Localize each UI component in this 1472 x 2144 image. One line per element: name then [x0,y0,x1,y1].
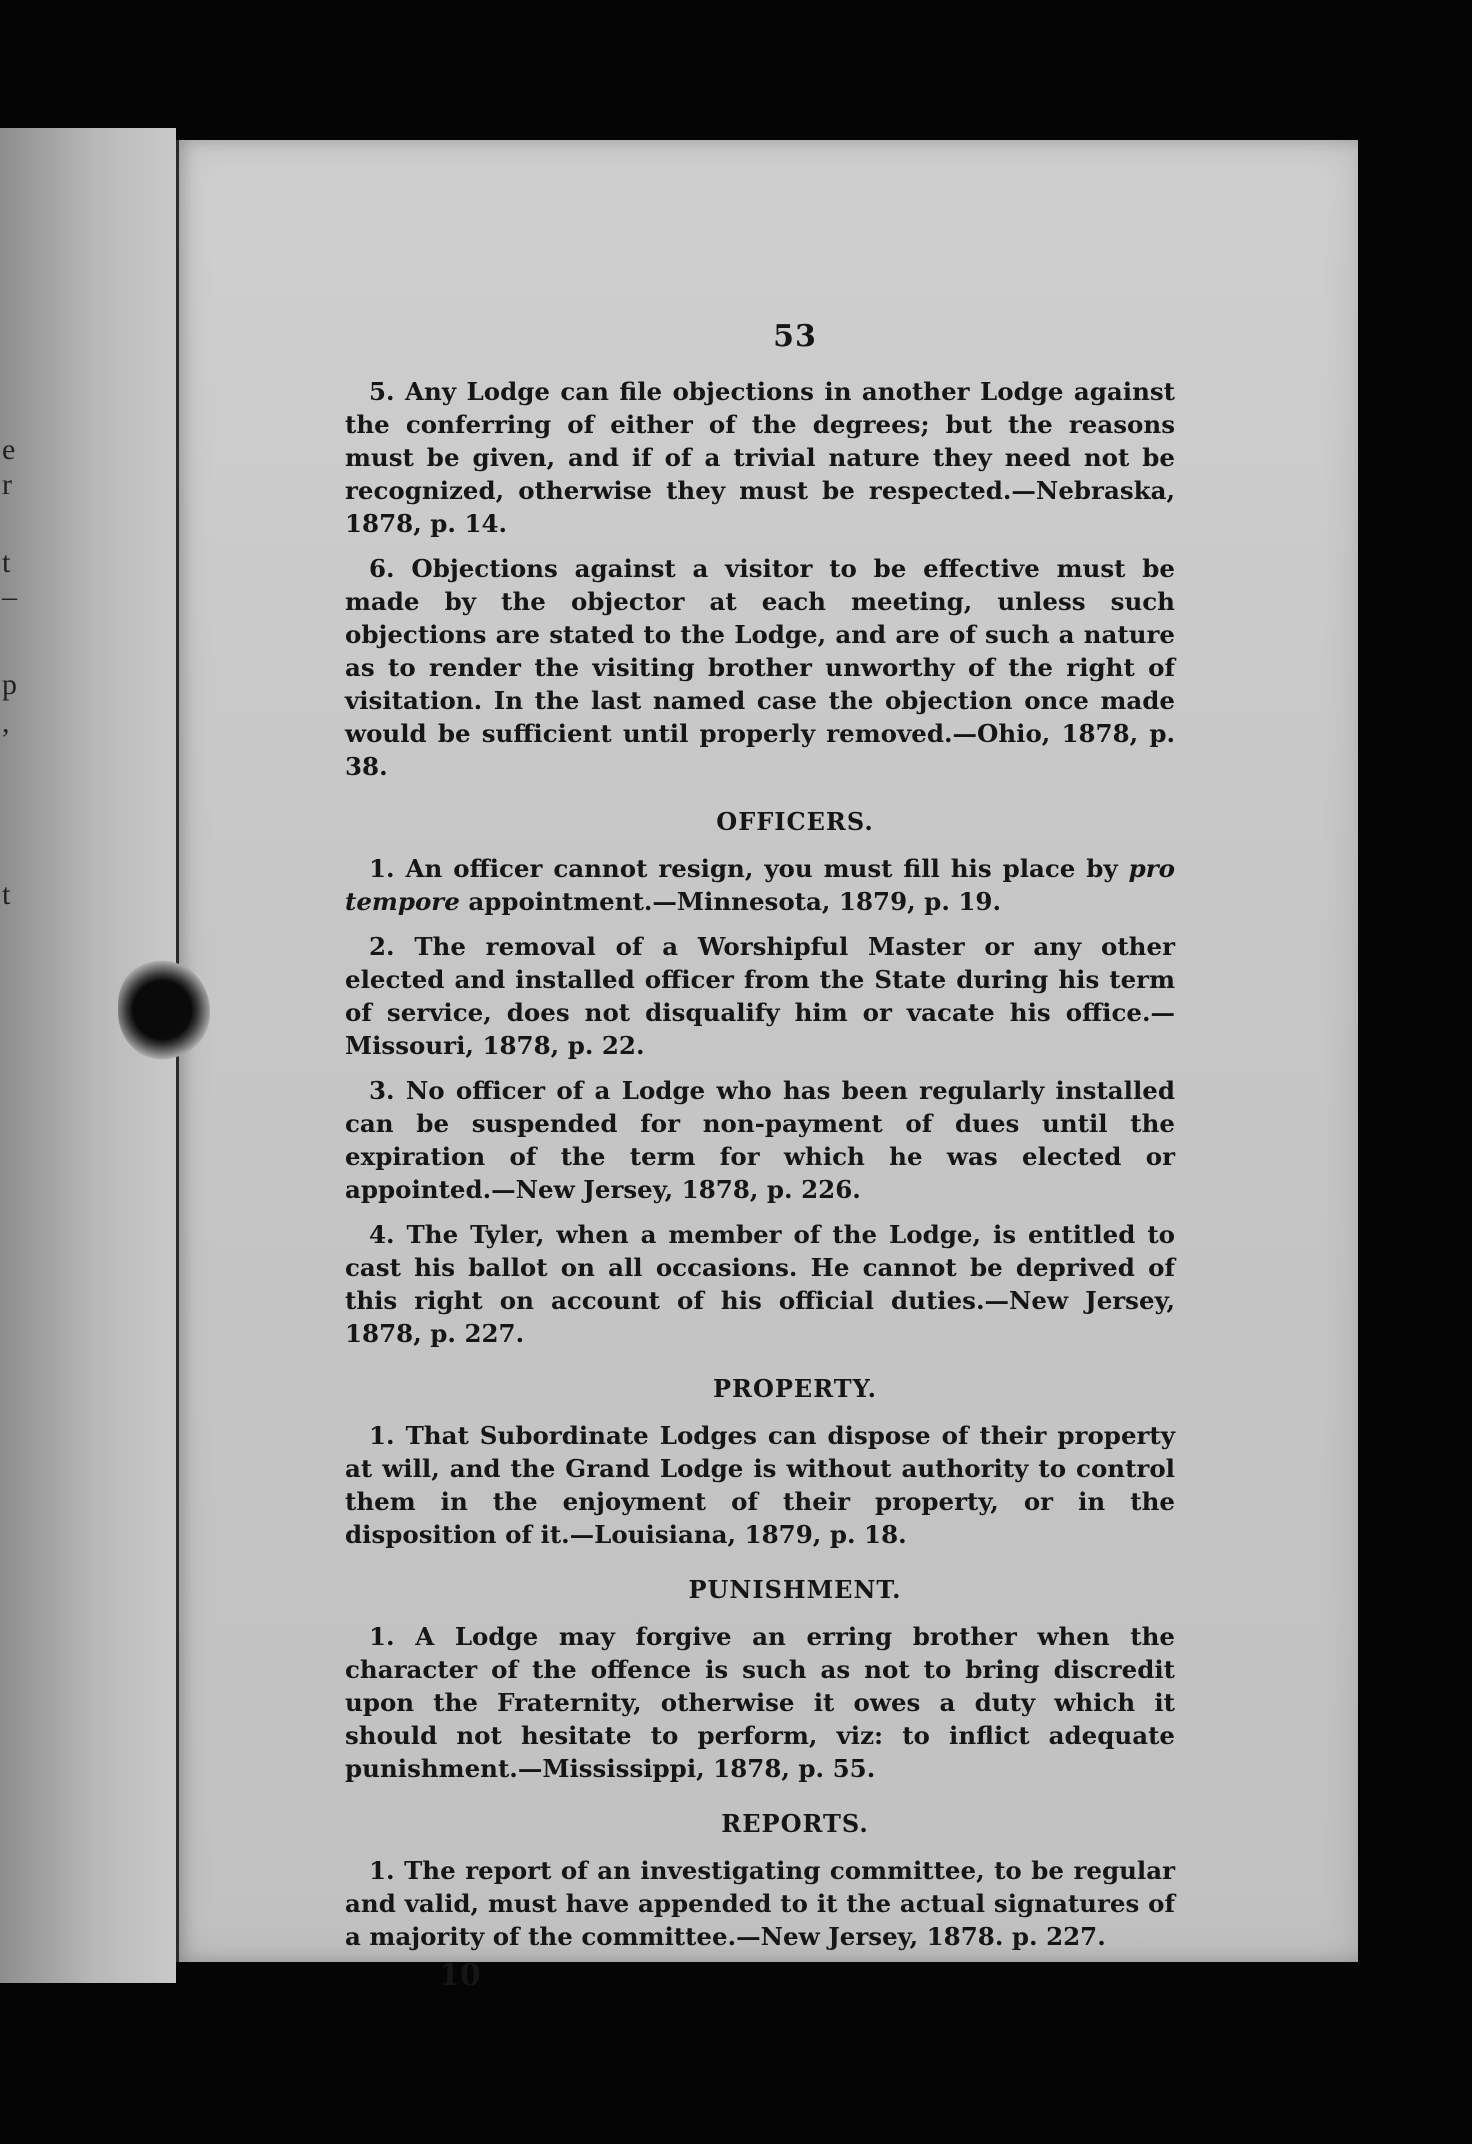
left-page-fragment: t [2,546,11,579]
left-page-fragment: r [2,468,12,501]
section-heading-officers: OFFICERS. [716,807,874,836]
left-page-fragment: e [2,433,16,466]
punishment-entry-1: 1. A Lodge may forgive an erring brother when the character of the offence is such as not to bring discredit upon the Fraternity, otherwise it owes a duty which it should not hesitate to perform, viz: to inflict adequate punishment.—Mississippi, 1878, p. 55. [345,1622,1175,1783]
signature-mark: 10 [439,1958,481,1993]
property-entry-1: 1. That Subordinate Lodges can dispose of their property at will, and the Grand Lodge is without authority to control them in the enjoyment of their property, or in the disposition of it.—Louisiana, 1879, p. 18. [345,1421,1175,1549]
officers-entry-1 [345,852,1175,918]
punch-hole [118,960,210,1060]
objections-entry-6: 6. Objections against a visitor to be effective must be made by the objector at each meeting, unless such objections are stated to the Lodge, and are of such a nature as to render the visiting brother unworthy of the right of visitation. In the last named case the objection once made would be sufficient until properly removed.—Ohio, 1878, p. 38. [345,554,1175,781]
left-page-fragment: , [2,706,10,739]
officers-entry-4: 4. The Tyler, when a member of the Lodge, is entitled to cast his ballot on all occasions. He cannot be deprived of this right on account of his official duties.—New Jersey, 1878, p. 227. [345,1220,1175,1348]
reports-entry-1: 1. The report of an investigating committee, to be regular and valid, must have appended to it the actual signatures of a majority of the committee.—New Jersey, 1878. p. 227. [345,1856,1175,1951]
officers-entry-1-text: 1. An officer cannot resign, you must fill his place by [369,854,1129,883]
page-text-block [345,320,1175,1992]
section-heading-property: PROPERTY. [712,1374,877,1403]
section-heading-punishment: PUNISHMENT. [688,1575,902,1604]
left-page-fragment: t [2,878,11,911]
officers-entry-3: 3. No officer of a Lodge who has been regularly installed can be suspended for non-payment of dues until the expiration of the term for which he was elected or appointed.—New Jersey, 1878, p. 226. [345,1076,1175,1204]
officers-entry-1-italic: pro tempore [345,854,1175,916]
section-heading-reports: REPORTS. [721,1809,869,1838]
officers-entry-1-citation: appointment.—Minnesota, 1879, p. 19. [459,887,1001,916]
left-page-fragment: p [2,668,17,701]
objections-entry-5: 5. Any Lodge can file objections in another Lodge against the conferring of either of the degrees; but the reasons must be given, and if of a trivial nature they need not be recognized, otherwise they must be respected.—Nebraska, 1878, p. 14. [345,377,1175,538]
left-page-fragment: – [2,580,17,613]
officers-entry-2: 2. The removal of a Worshipful Master or any other elected and installed officer from the State during his term of service, does not disqualify him or vacate his office.—Missouri, 1878, p. 22. [345,932,1175,1060]
page-number: 53 [773,319,817,354]
